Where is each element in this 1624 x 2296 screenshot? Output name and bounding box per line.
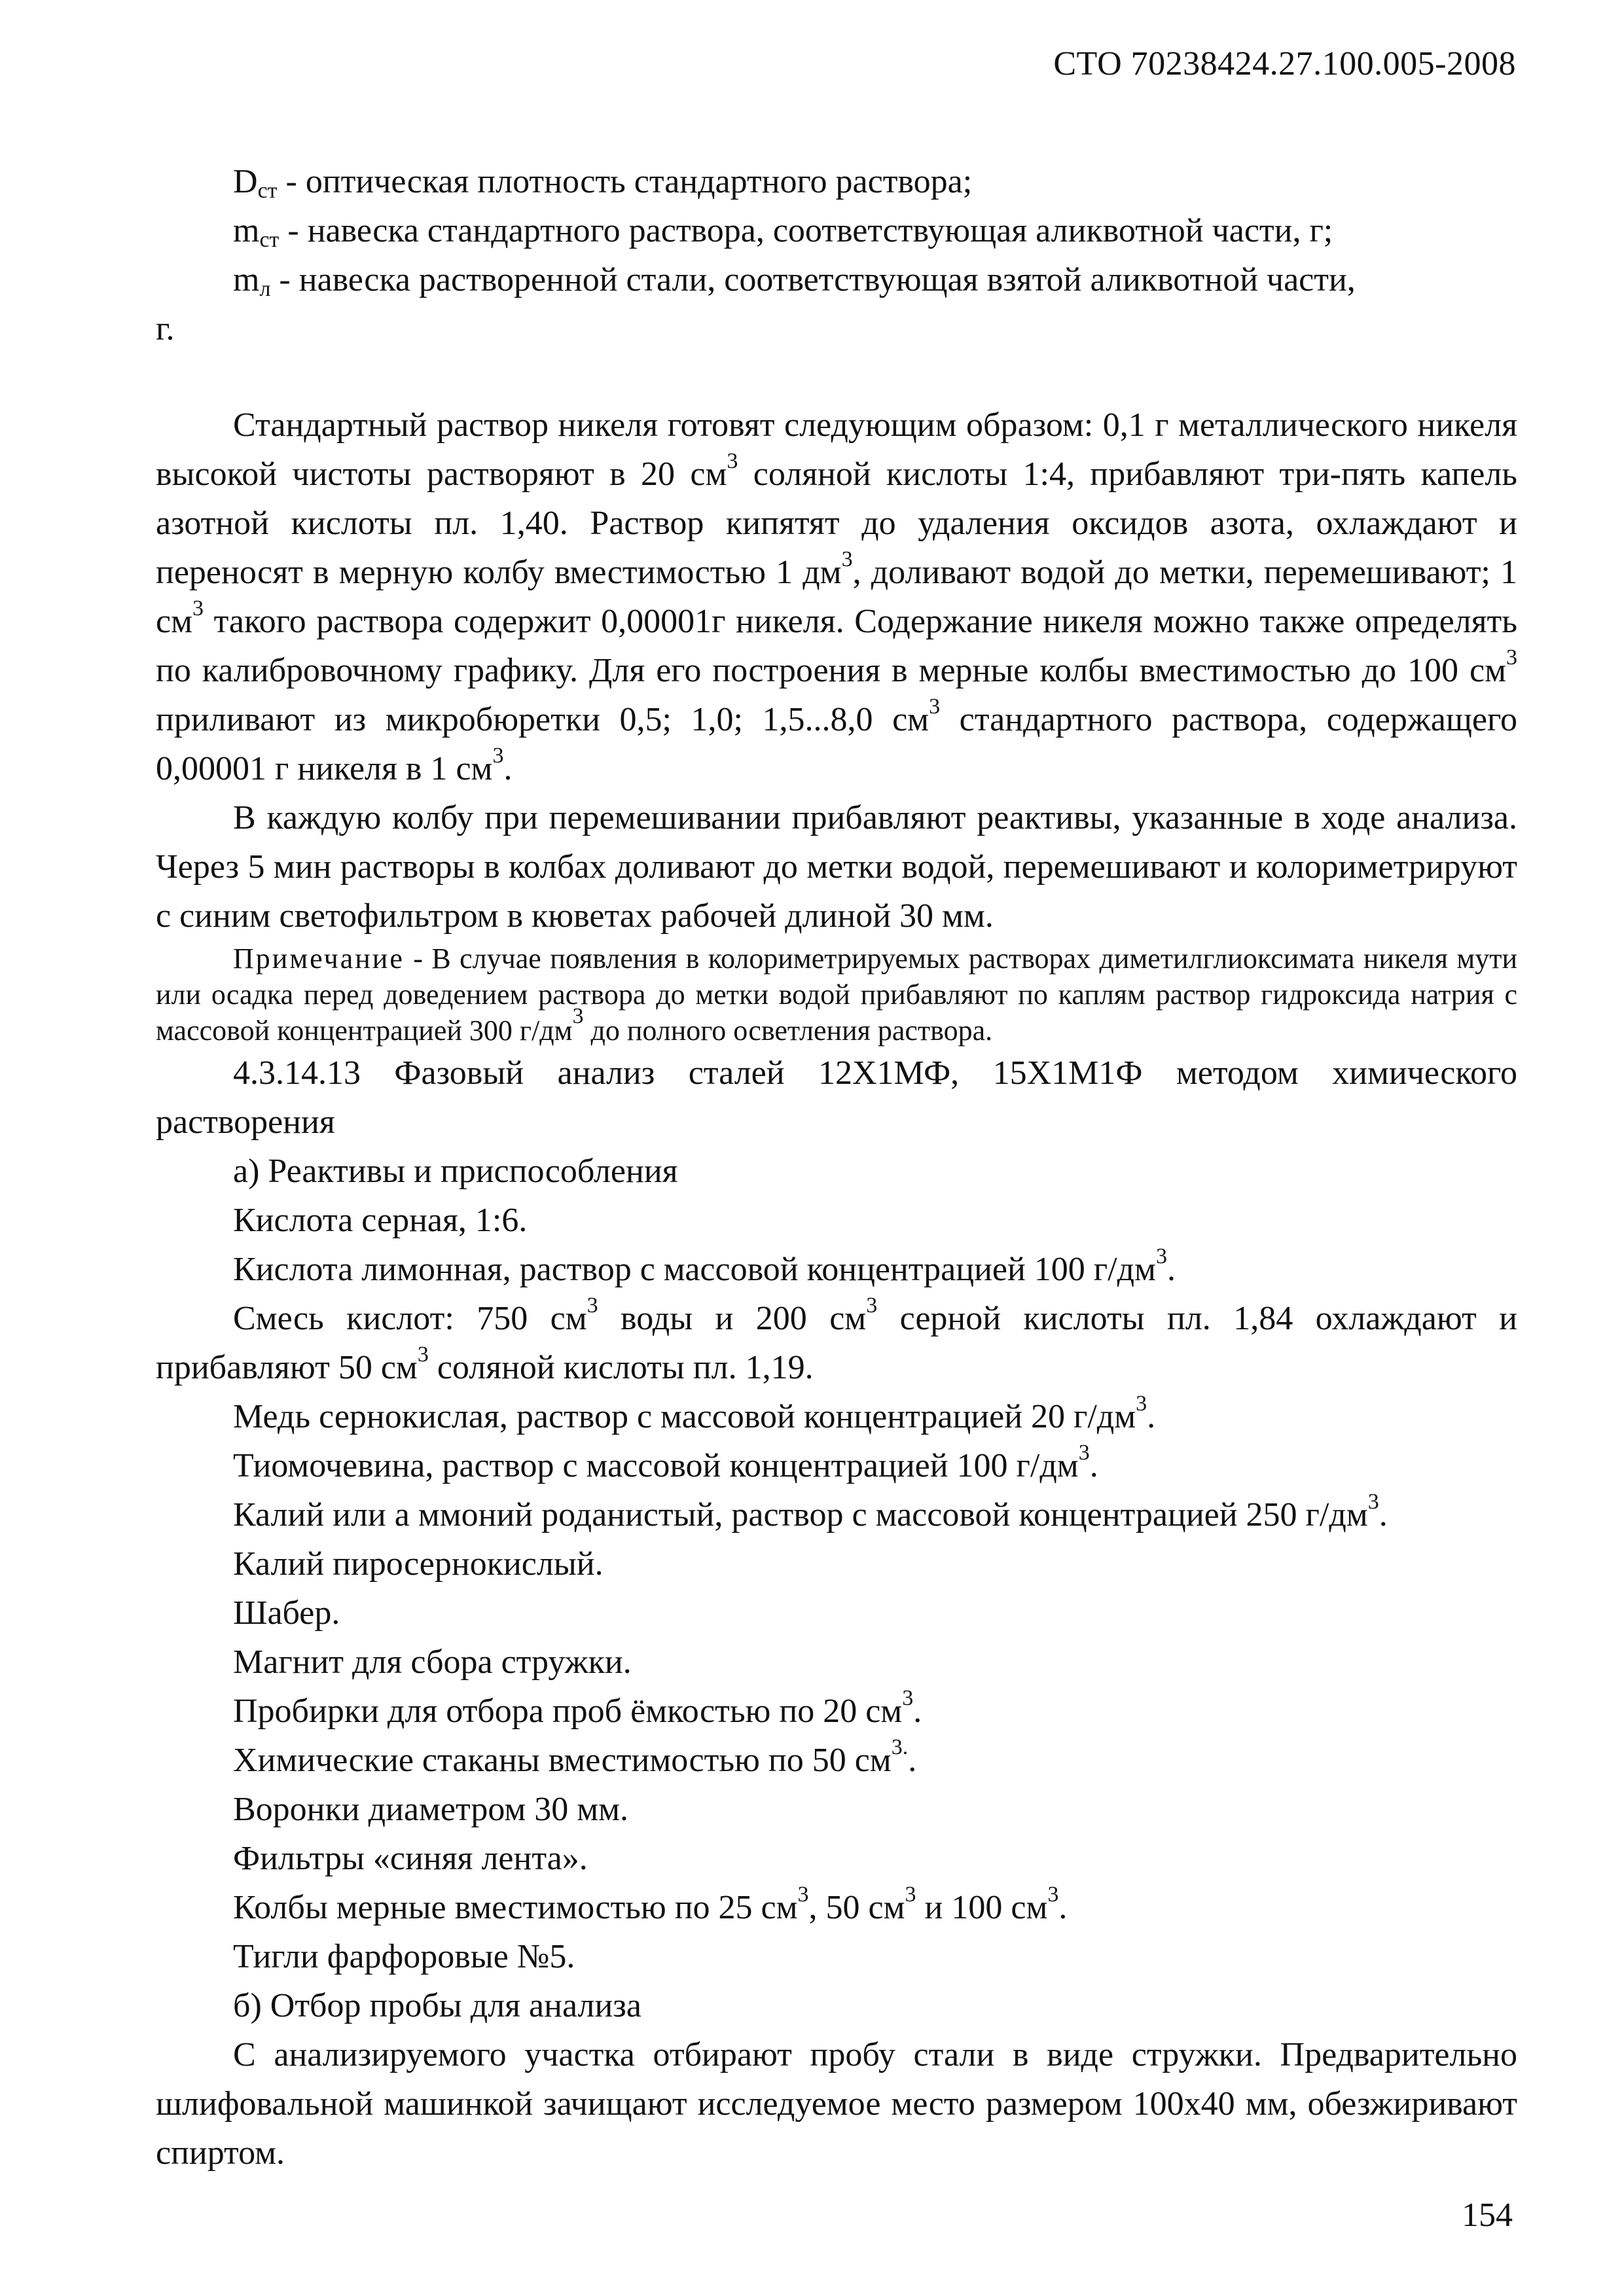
reagent-item: Пробирки для отбора проб ёмкостью по 20 $см^3$.	[233, 1686, 922, 1730]
definition-m-l: $m_л$ - навеска растворенной стали, соответствующая взятой аликвотной части,	[233, 261, 1356, 301]
reagent-item: Калий пиросернокислый.	[233, 1545, 604, 1583]
reagent-item: Калий или а ммоний роданистый, раствор с массовой концентрацией 250 $г/дм^3$.	[233, 1490, 1388, 1534]
reagent-item: Колбы мерные вместимостью по 25 $см^3$, 50 $см^3$ и 100 $см^3$.	[233, 1882, 1068, 1926]
reagent-item: Кислота лимонная, раствор с массовой концентрацией 100 $г/дм^3$.	[233, 1244, 1176, 1288]
definition-m-st: $m_{ст}$ - навеска стандартного раствора, соответствующая аликвотной части, г;	[233, 212, 1333, 252]
subsection-reagents-heading: а) Реактивы и приспособления	[233, 1153, 678, 1190]
reagent-item: Шабер.	[233, 1594, 340, 1632]
sampling-paragraph: С анализируемого участка отбирают пробу стали в виде стружки. Предварительно шлифовальной машинкой зачищают исследуемое место размером 100х40 мм, обезжиривают спиртом.	[156, 2036, 1517, 2172]
page-number: 154	[1462, 2197, 1513, 2234]
note-label: Примечание	[233, 942, 405, 975]
reagent-item: Воронки диаметром 30 мм.	[233, 1791, 629, 1828]
reagent-addition-paragraph: В каждую колбу при перемешивании прибавляют реактивы, указанные в ходе анализа. Через 5 мин растворы в колбах доливают до метки водой, перемешивают и колориметрируют с синим светофильтром в кюветах рабочей длиной 30 мм.	[156, 799, 1517, 935]
reagent-item: Тигли фарфоровые №5.	[233, 1938, 575, 1975]
page-body	[156, 157, 1517, 2178]
note-paragraph: Примечание - В случае появления в колориметрируемых растворах диметилглиоксимата никеля мути или осадка перед доведением раствора до метки водой прибавляют по каплям раствор гидроксида натрия с массовой концентрацией 300 $г/дм^3$ до полного осветления раствора.	[156, 942, 1517, 1047]
section-title: 4.3.14.13 Фазовый анализ сталей 12Х1МФ, 15Х1М1Ф методом химического растворения	[156, 1054, 1517, 1141]
reagent-item: Фильтры «синяя лента».	[233, 1840, 588, 1877]
reagent-item: Магнит для сбора стружки.	[233, 1643, 632, 1681]
reagent-item: Кислота серная, 1:6.	[233, 1202, 528, 1239]
reagent-item: Медь сернокислая, раствор с массовой концентрацией 20 $г/дм^3$.	[233, 1391, 1156, 1435]
reagent-item: Химические стаканы вместимостью по 50 $см^{3.}$.	[233, 1735, 917, 1779]
document-code: СТО 70238424.27.100.005-2008	[1053, 45, 1516, 82]
standard-solution-paragraph: Стандартный раствор никеля готовят следующим образом: 0,1 г металлического никеля высокой чистоты растворяют в 20 $см^3$ соляной кислоты 1:4, прибавляют три-пять капель азотной кислоты пл. 1,40. Раствор кипятят до удаления оксидов азота, охлаждают и переносят в мерную колбу вместимостью 1 $дм^3$, доливают водой до метки, перемешивают; 1 $см^3$ такого раствора содержит 0,00001г никеля. Содержание никеля можно также определять по калибровочному графику. Для его построения в мерные колбы вместимостью до 100 $см^3$ приливают из микробюретки 0,5; 1,0; 1,5...8,0 $см^3$ стандартного раствора, содержащего 0,00001 г никеля в 1 $см^3$.	[156, 406, 1518, 787]
definition-m-l-unit: г.	[156, 310, 175, 348]
subsection-sampling-heading: б) Отбор пробы для анализа	[233, 1987, 641, 2024]
reagent-item: Тиомочевина, раствор с массовой концентрацией 100 $г/дм^3$.	[233, 1441, 1098, 1484]
definition-d-st: $D_{ст}$ - оптическая плотность стандартного раствора;	[233, 163, 973, 203]
reagent-item: Смесь кислот: 750 $см^3$ воды и 200 $см^3$ серной кислоты пл. 1,84 охлаждают и прибавляют 50 $см^3$ соляной кислоты пл. 1,19.	[156, 1293, 1517, 1386]
